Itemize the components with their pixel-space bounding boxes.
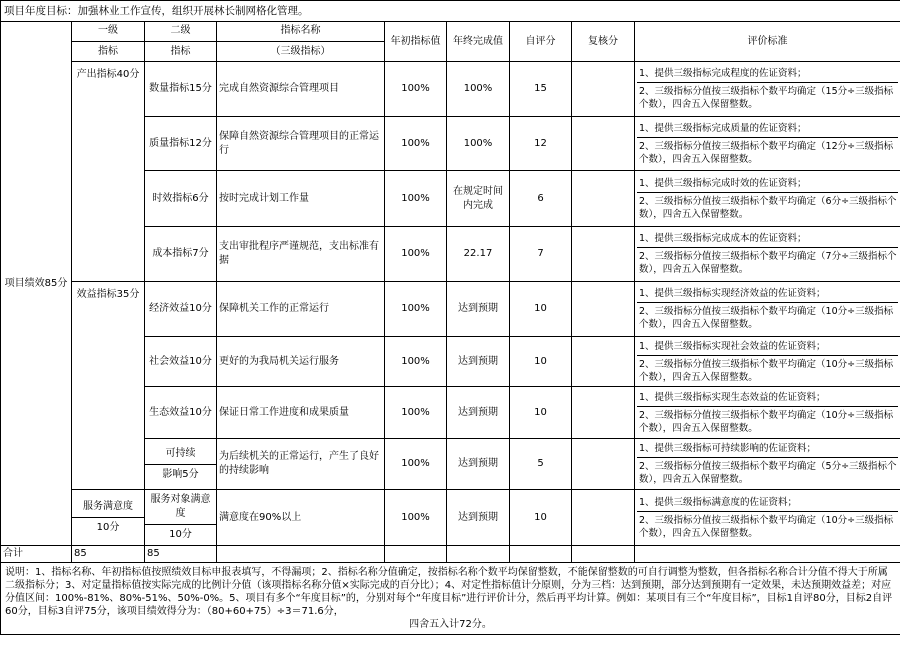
criteria-cell: 1、提供三级指标完成质量的佐证资料； 2、三级指标分值按三级指标个数平均确定（12分÷三级指标个数），四舍五入保留整数。 bbox=[635, 117, 900, 171]
indicator-name: 完成自然资源综合管理项目 bbox=[217, 62, 385, 117]
indicator-name: 保障机关工作的正常运行 bbox=[217, 282, 385, 337]
header-review-score: 复核分 bbox=[572, 22, 635, 62]
criteria-cell: 1、提供三级指标实现社会效益的佐证资料； 2、三级指标分值按三级指标个数平均确定（10分÷三级指标个数），四舍五入保留整数。 bbox=[635, 337, 900, 387]
final-value: 100% bbox=[447, 117, 510, 171]
initial-value: 100% bbox=[385, 337, 447, 387]
initial-value: 100% bbox=[385, 62, 447, 117]
review-score bbox=[572, 490, 635, 546]
criteria-cell: 1、提供三级指标完成成本的佐证资料； 2、三级指标分值按三级指标个数平均确定（7分÷三级指标个数），四舍五入保留整数。 bbox=[635, 227, 900, 282]
benefit-indicator-cell: 效益指标35分 bbox=[72, 282, 145, 490]
review-score bbox=[572, 439, 635, 490]
final-value: 达到预期 bbox=[447, 490, 510, 546]
initial-value: 100% bbox=[385, 171, 447, 227]
initial-value: 100% bbox=[385, 439, 447, 490]
output-indicator-cell: 产出指标40分 bbox=[72, 62, 145, 282]
criteria-cell: 1、提供三级指标实现生态效益的佐证资料； 2、三级指标分值按三级指标个数平均确定（10分÷三级指标个数），四舍五入保留整数。 bbox=[635, 387, 900, 439]
header-level2: 二级 指标 bbox=[145, 22, 217, 62]
note-text: 说明：1、指标名称、年初指标值按照绩效目标申报表填写，不得漏项；2、指标名称分值确定，按指标名称个数平均保留整数，不能保留整数的可自行调整为整数，但各指标名称合计分值不得大于所属二级指标分；3、对定量指标值按实际完成的比例计分值（该项指标名称分值×实际完成的百分比）；4、对定性指标值计分原则，分为三档：达到预期，部分达到预期有一定效果，未达预期效益差；对应分值区间：100%-81%、80%-51%、50%-0%。5、项目有多个“年度目标”的，分别对每个“年度目标”进行评价计分，然后再平均计算。例如：某项目有三个“年度目标”，目标1自评80分，目标2自评60分，目标3自评75分，该项目绩效得分为：（80+60+75）÷3＝71.6分， 四舍五入计72分。 bbox=[1, 563, 900, 635]
level2-cell: 可持续 影响5分 bbox=[145, 439, 217, 490]
table-row bbox=[1, 490, 900, 546]
level2-cell: 质量指标12分 bbox=[145, 117, 217, 171]
header-level1: 一级 指标 bbox=[72, 22, 145, 62]
level2-cell: 数量指标15分 bbox=[145, 62, 217, 117]
review-score bbox=[572, 387, 635, 439]
annual-goal: 项目年度目标：加强林业工作宣传，组织开展林长制网格化管理。 bbox=[1, 1, 900, 22]
final-value: 达到预期 bbox=[447, 439, 510, 490]
indicator-name: 支出审批程序严谨规范，支出标准有据 bbox=[217, 227, 385, 282]
header-self-score: 自评分 bbox=[510, 22, 572, 62]
indicator-name: 更好的为我局机关运行服务 bbox=[217, 337, 385, 387]
self-score: 15 bbox=[510, 62, 572, 117]
criteria-cell: 1、提供三级指标可持续影响的佐证资料； 2、三级指标分值按三级指标个数平均确定（5分÷三级指标个数），四舍五入保留整数。 bbox=[635, 439, 900, 490]
self-score: 12 bbox=[510, 117, 572, 171]
level1-cell: 服务满意度 10分 bbox=[72, 490, 145, 546]
header-name: 指标名称 （三级指标） bbox=[217, 22, 385, 62]
self-score: 5 bbox=[510, 439, 572, 490]
level2-cell: 生态效益10分 bbox=[145, 387, 217, 439]
review-score bbox=[572, 282, 635, 337]
total-label: 合计 bbox=[1, 546, 72, 563]
criteria-cell: 1、提供三级指标实现经济效益的佐证资料； 2、三级指标分值按三级指标个数平均确定（10分÷三级指标个数），四舍五入保留整数。 bbox=[635, 282, 900, 337]
total-row bbox=[1, 546, 900, 563]
level2-cell: 经济效益10分 bbox=[145, 282, 217, 337]
level2-cell: 成本指标7分 bbox=[145, 227, 217, 282]
final-value: 达到预期 bbox=[447, 337, 510, 387]
total-level2: 85 bbox=[145, 546, 217, 563]
final-value: 达到预期 bbox=[447, 387, 510, 439]
level2-cell: 服务对象满意度 10分 bbox=[145, 490, 217, 546]
self-score: 10 bbox=[510, 387, 572, 439]
self-score: 7 bbox=[510, 227, 572, 282]
initial-value: 100% bbox=[385, 282, 447, 337]
level2-cell: 时效指标6分 bbox=[145, 171, 217, 227]
header-initial: 年初指标值 bbox=[385, 22, 447, 62]
header-criteria: 评价标准 bbox=[635, 22, 900, 62]
total-level1: 85 bbox=[72, 546, 145, 563]
initial-value: 100% bbox=[385, 117, 447, 171]
final-value: 22.17 bbox=[447, 227, 510, 282]
initial-value: 100% bbox=[385, 227, 447, 282]
indicator-name: 按时完成计划工作量 bbox=[217, 171, 385, 227]
header-final: 年终完成值 bbox=[447, 22, 510, 62]
criteria-cell: 1、提供三级指标完成程度的佐证资料； 2、三级指标分值按三级指标个数平均确定（15分÷三级指标个数），四舍五入保留整数。 bbox=[635, 62, 900, 117]
criteria-cell: 1、提供三级指标满意度的佐证资料； 2、三级指标分值按三级指标个数平均确定（10分÷三级指标个数），四舍五入保留整数。 bbox=[635, 490, 900, 546]
self-score: 10 bbox=[510, 490, 572, 546]
initial-value: 100% bbox=[385, 387, 447, 439]
final-value: 在规定时间内完成 bbox=[447, 171, 510, 227]
indicator-name: 保障自然资源综合管理项目的正常运行 bbox=[217, 117, 385, 171]
self-score: 6 bbox=[510, 171, 572, 227]
review-score bbox=[572, 171, 635, 227]
criteria-cell: 1、提供三级指标完成时效的佐证资料； 2、三级指标分值按三级指标个数平均确定（6分÷三级指标个数），四舍五入保留整数。 bbox=[635, 171, 900, 227]
self-score: 10 bbox=[510, 282, 572, 337]
level2-cell: 社会效益10分 bbox=[145, 337, 217, 387]
initial-value: 100% bbox=[385, 490, 447, 546]
note-row bbox=[1, 563, 900, 635]
table-row bbox=[1, 62, 900, 117]
review-score bbox=[572, 62, 635, 117]
final-value: 达到预期 bbox=[447, 282, 510, 337]
review-score bbox=[572, 337, 635, 387]
review-score bbox=[572, 117, 635, 171]
final-value: 100% bbox=[447, 62, 510, 117]
project-performance-cell: 项目绩效85分 bbox=[1, 22, 72, 546]
table-row bbox=[1, 282, 900, 337]
indicator-name: 保证日常工作进度和成果质量 bbox=[217, 387, 385, 439]
indicator-name: 满意度在90%以上 bbox=[217, 490, 385, 546]
self-score: 10 bbox=[510, 337, 572, 387]
review-score bbox=[572, 227, 635, 282]
indicator-name: 为后续机关的正常运行，产生了良好的持续影响 bbox=[217, 439, 385, 490]
